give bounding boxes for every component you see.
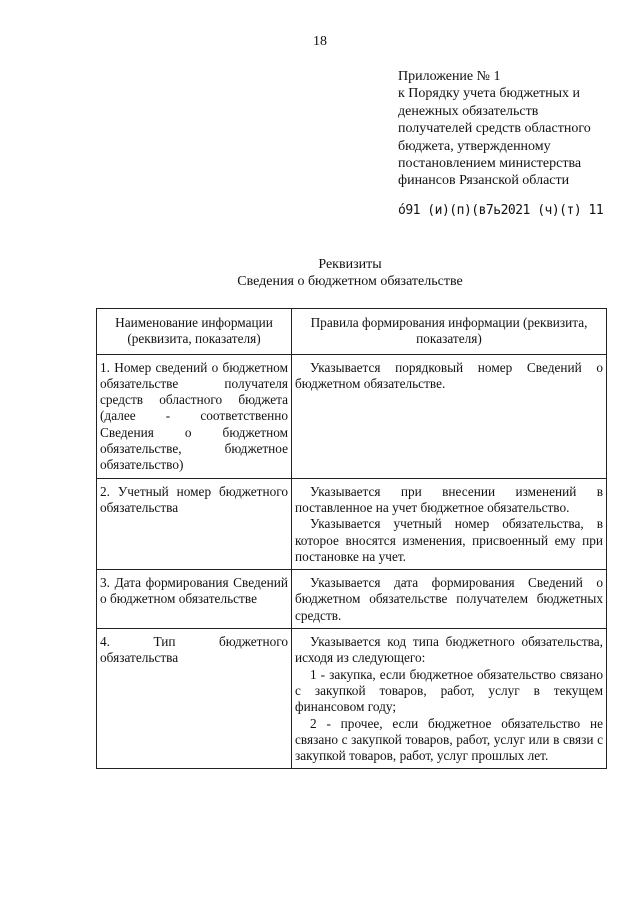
- rule-paragraph: Указывается учетный номер обязательства, в которое вносятся изменения, присвоенный ему при постановке на учет.: [295, 516, 603, 564]
- appendix-line: постановлением министерства: [398, 156, 582, 172]
- row-rules-cell: [292, 570, 607, 629]
- rule-paragraph: Указывается код типа бюджетного обязательства, исходя из следующего:: [295, 634, 603, 666]
- table-header-row: [97, 309, 607, 355]
- column-header-rules: Правила формирования информации (реквизита, показателя): [292, 309, 607, 355]
- table-row: [97, 478, 607, 569]
- appendix-line: получателей средств областного: [398, 121, 591, 137]
- appendix-line: финансов Рязанской области: [398, 173, 570, 189]
- rule-paragraph: Указывается порядковый номер Сведений о бюджетном обязательстве.: [295, 359, 603, 391]
- appendix-line: к Порядку учета бюджетных и: [398, 86, 581, 102]
- table-row: [97, 570, 607, 629]
- row-rules-cell: [292, 629, 607, 769]
- column-header-name: Наименование информации (реквизита, показателя): [97, 309, 292, 355]
- row-name-cell: 4. Тип бюджетного обязательства: [97, 629, 292, 769]
- title-line-2: Сведения о бюджетном обязательстве: [237, 274, 463, 289]
- table-row: [97, 354, 607, 478]
- title-line-1: Реквизиты: [318, 257, 382, 272]
- rule-paragraph: Указывается при внесении изменений в поставленное на учет бюджетное обязательство.: [295, 483, 603, 515]
- document-date-stamp: о́91 (и)(п)(в7ь2021 (ч)(т) 11: [398, 203, 604, 218]
- appendix-line: денежных обязательств: [398, 103, 539, 119]
- rule-paragraph: 1 - закупка, если бюджетное обязательство связано с закупкой товаров, работ, услуг в текущем финансовом году;: [295, 666, 603, 715]
- appendix-block: [398, 68, 633, 190]
- document-title: [0, 256, 640, 290]
- requisites-table: [96, 308, 607, 769]
- appendix-line: Приложение № 1: [398, 69, 501, 84]
- row-name-cell: 3. Дата формирования Сведений о бюджетном обязательстве: [97, 570, 292, 629]
- page-number: 18: [313, 34, 327, 49]
- row-name-cell: 2. Учетный номер бюджетного обязательства: [97, 478, 292, 569]
- table-row: [97, 629, 607, 769]
- row-name-cell: 1. Номер сведений о бюджетном обязательстве получателя средств областного бюджета (далее - соответственно Сведения о бюджетном обязательстве, бюджетное обязательство): [97, 354, 292, 478]
- rule-paragraph: Указывается дата формирования Сведений о бюджетном обязательстве получателем бюджетных средств.: [295, 575, 603, 623]
- row-rules-cell: [292, 478, 607, 569]
- rule-paragraph: 2 - прочее, если бюджетное обязательство не связано с закупкой товаров, работ, услуг или в связи с закупкой товаров, работ, услуг прошлых лет.: [295, 715, 603, 764]
- appendix-line: бюджета, утвержденному: [398, 138, 551, 154]
- row-rules-cell: [292, 354, 607, 478]
